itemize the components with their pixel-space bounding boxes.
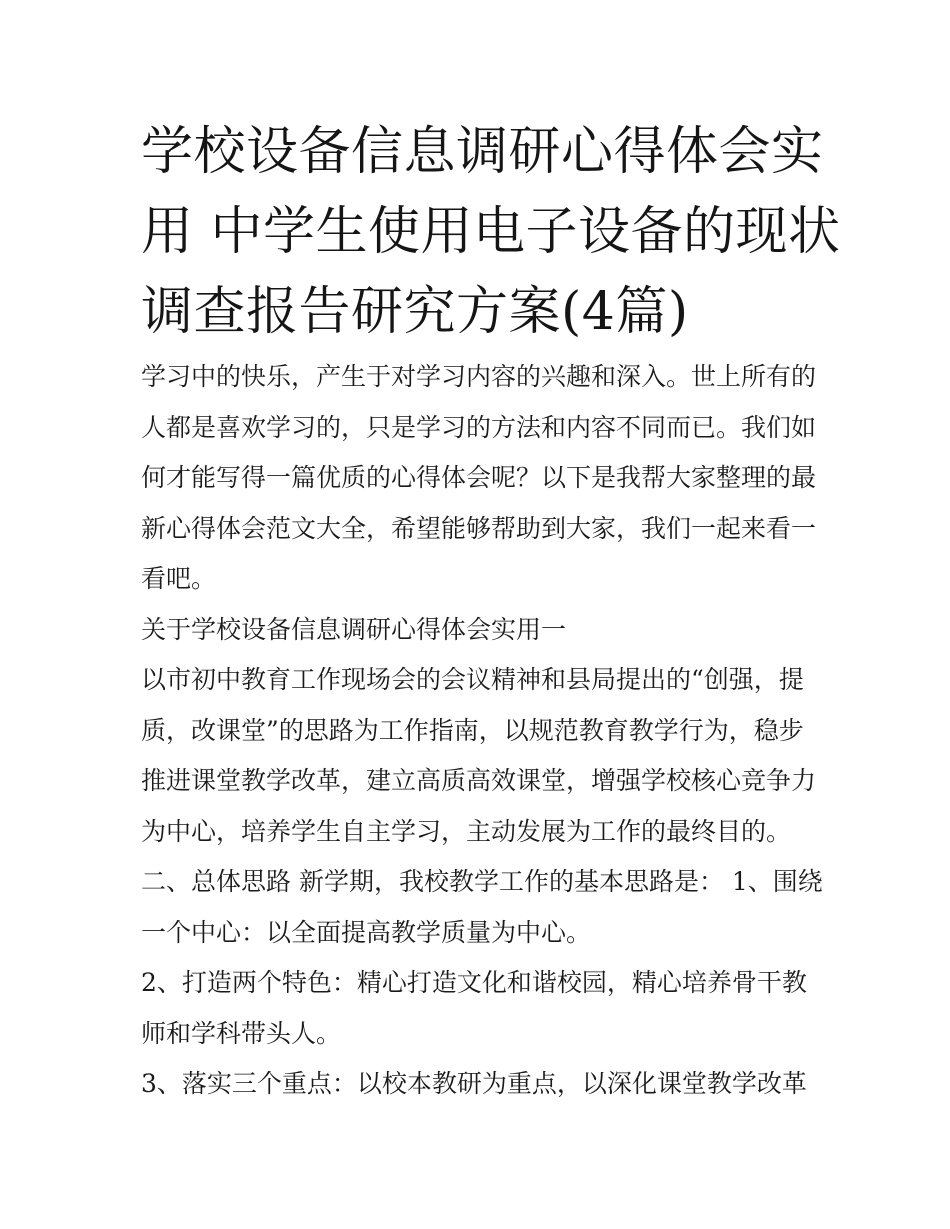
section-heading: 关于学校设备信息调研心得体会实用一	[141, 614, 567, 644]
intro-line: 学习中的快乐，产生于对学习内容的兴趣和深入。世上所有的	[141, 362, 817, 391]
document-body	[141, 352, 831, 1110]
intro-line: 人都是喜欢学习的，只是学习的方法和内容不同而已。我们如	[141, 412, 817, 442]
paragraph-line: 二、总体思路 新学期，我校教学工作的基本思路是： 1、围绕	[141, 867, 823, 896]
intro-line: 新心得体会范文大全，希望能够帮助到大家，我们一起来看一	[141, 513, 817, 543]
paragraph-line: 质，改课堂”的思路为工作指南，以规范教育教学行为，稳步	[141, 715, 804, 745]
paragraph-line: 师和学科带头人。	[141, 1018, 342, 1048]
intro-line: 何才能写得一篇优质的心得体会呢？以下是我帮大家整理的最	[141, 463, 817, 492]
title-line: 用 中学生使用电子设备的现状	[141, 202, 841, 262]
paragraph-line: 2、打造两个特色：精心打造文化和谐校园，精心培养骨干教	[141, 968, 807, 997]
paragraph-line: 为中心，培养学生自主学习，主动发展为工作的最终目的。	[141, 816, 792, 846]
paragraph-line: 推进课堂教学改革，建立高质高效课堂，增强学校核心竞争力	[141, 766, 817, 795]
paragraph-line: 3、落实三个重点：以校本教研为重点，以深化课堂教学改革	[141, 1069, 807, 1098]
intro-line: 看吧。	[141, 564, 217, 593]
document-title	[141, 112, 841, 352]
title-line: 调查报告研究方案(4篇)	[141, 282, 689, 342]
paragraph-line: 以市初中教育工作现场会的会议精神和县局提出的“创强，提	[141, 665, 804, 694]
title-line: 学校设备信息调研心得体会实	[141, 122, 824, 182]
paragraph-line: 一个中心：以全面提高教学质量为中心。	[141, 917, 592, 947]
